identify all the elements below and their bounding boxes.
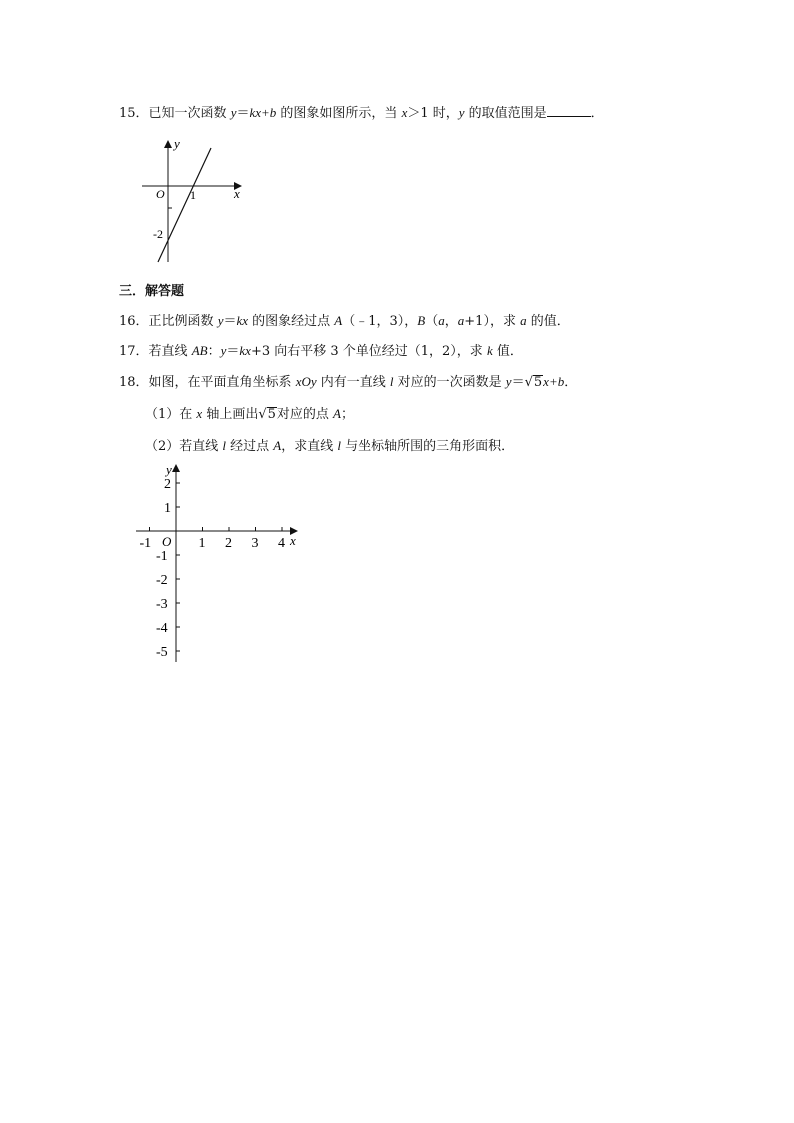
y-axis-arrow bbox=[172, 464, 180, 472]
x-tick-label: 1 bbox=[198, 536, 206, 551]
question-15: 15．已知一次函数 y＝kx+b 的图象如图所示，当 x＞1 时，y 的取值范围是 ． bbox=[119, 105, 604, 121]
y-tick-label: 2 bbox=[164, 477, 171, 492]
question-number: 15． bbox=[119, 106, 149, 121]
question-18-part-1: （1）在 x 轴上画出√5对应的点 A； bbox=[145, 406, 355, 422]
y-axis-label: y bbox=[174, 136, 180, 151]
question-18-part-2: （2）若直线 l 经过点 A，求直线 l 与坐标轴所围的三角形面积． bbox=[145, 438, 515, 454]
question-17: 17．若直线 AB：y＝kx+3 向右平移 3 个单位经过（1，2），求 k 值． bbox=[119, 343, 523, 359]
y-tick-label: -2 bbox=[156, 573, 168, 588]
x-tick-label: -1 bbox=[139, 536, 152, 551]
answer-blank[interactable] bbox=[547, 104, 591, 117]
x-tick-label: 1 bbox=[190, 188, 196, 202]
x-tick-label: 3 bbox=[251, 536, 259, 551]
y-axis-label: y bbox=[166, 462, 172, 477]
x-tick-label: 2 bbox=[225, 536, 232, 551]
sqrt-radicand: 5 bbox=[533, 375, 543, 390]
y-axis-arrow bbox=[164, 140, 172, 148]
x-tick-label: 4 bbox=[278, 536, 285, 551]
q15-graph bbox=[138, 136, 258, 266]
y-tick-label: -3 bbox=[156, 597, 168, 612]
y-tick-label: -1 bbox=[156, 549, 168, 564]
function-line bbox=[158, 148, 211, 262]
origin-label: O bbox=[162, 534, 172, 549]
question-number: 16． bbox=[119, 314, 149, 329]
question-16: 16．正比例函数 y＝kx 的图象经过点 A（﹣1，3），B（a，a+1），求 a 的值． bbox=[119, 313, 570, 329]
y-tick-label: -4 bbox=[156, 621, 168, 636]
y-tick-label: -5 bbox=[156, 645, 168, 660]
y-tick-label: -2 bbox=[153, 227, 163, 241]
question-18: 18．如图，在平面直角坐标系 xOy 内有一直线 l 对应的一次函数是 y＝√5x+b． bbox=[119, 374, 578, 390]
sqrt-radicand: 5 bbox=[267, 407, 276, 422]
sqrt-symbol: √ bbox=[524, 375, 533, 390]
y-tick-label: 1 bbox=[164, 501, 171, 516]
q18-coordinate-grid bbox=[132, 458, 312, 668]
origin-label: O bbox=[156, 187, 165, 201]
question-number: 18． bbox=[119, 375, 149, 390]
x-axis-label: x bbox=[234, 186, 240, 201]
question-number: 17． bbox=[119, 344, 149, 359]
sqrt-symbol: √ bbox=[258, 407, 267, 422]
x-axis-label: x bbox=[290, 533, 296, 548]
section-heading: 三．解答题 bbox=[119, 284, 185, 299]
